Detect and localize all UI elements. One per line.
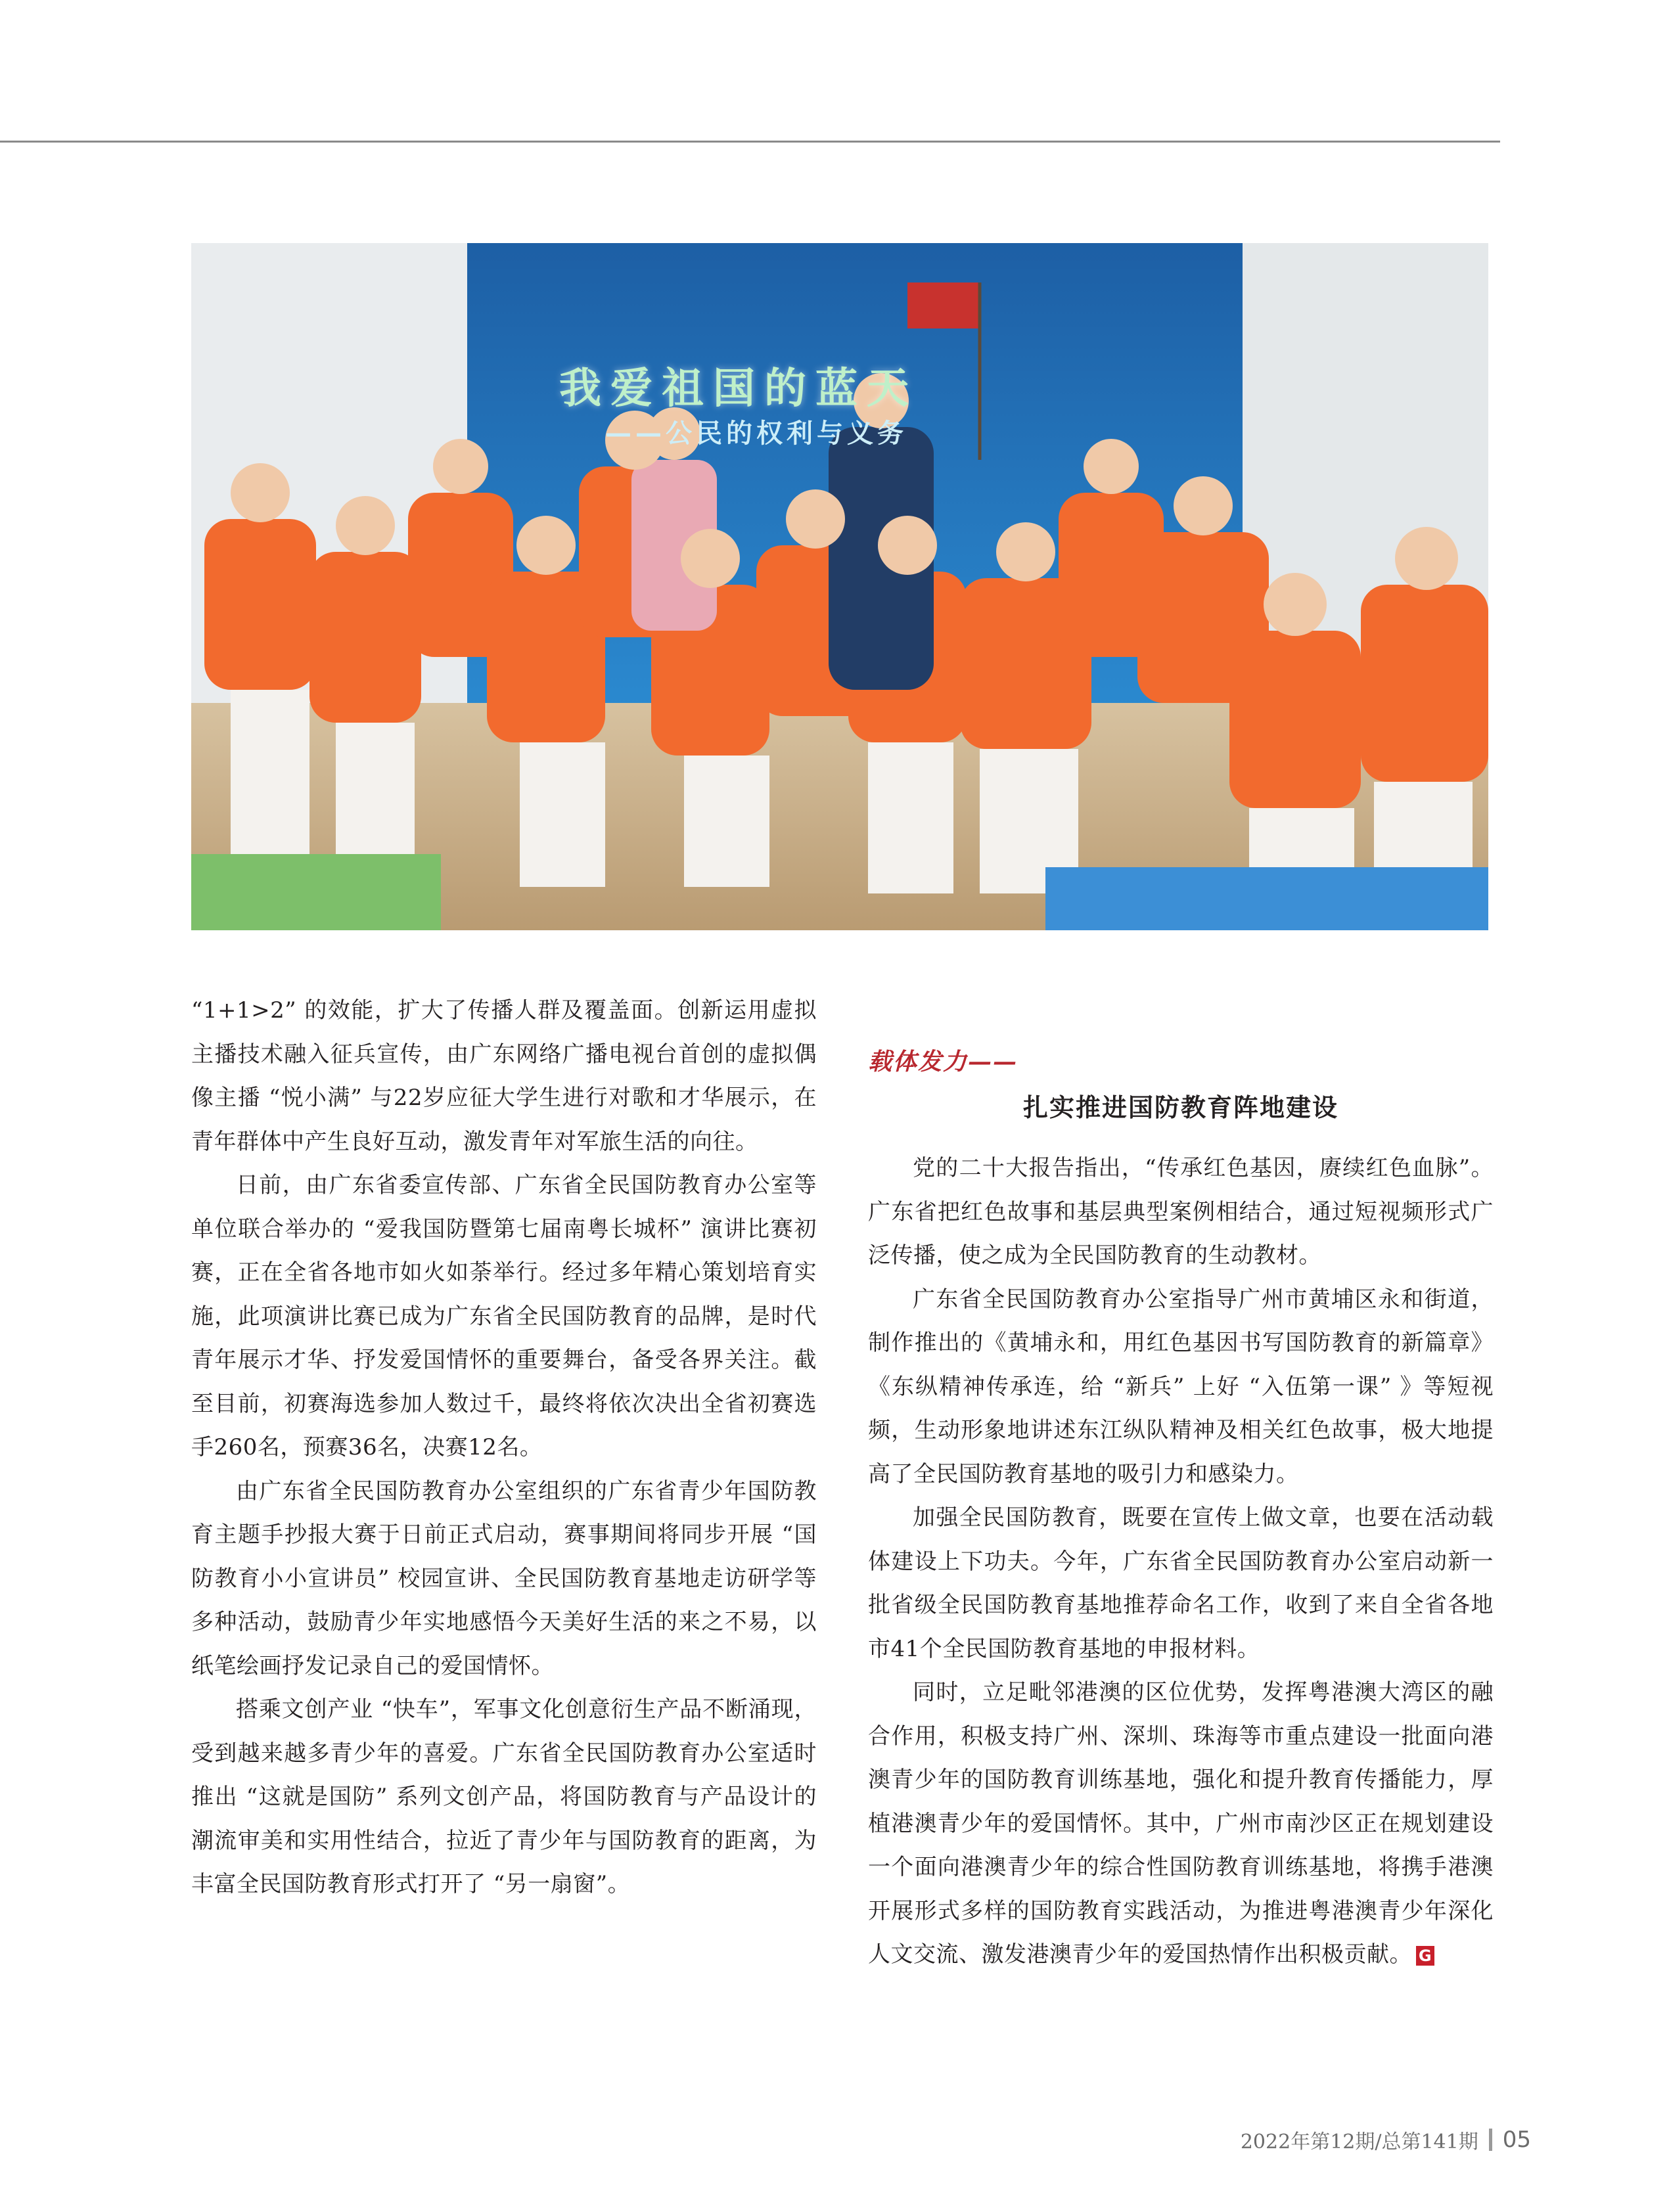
right-column <box>868 1146 1494 1977</box>
right-paragraph-2: 广东省全民国防教育办公室指导广州市黄埔区永和街道，制作推出的《黄埔永和，用红色基因书写国防教育的新篇章》《东纵精神传承连，给 “新兵” 上好 “入伍第一课” 》等短视频，生动形象地讲述东江纵队精神及相关红色故事，极大地提高了全民国防教育基地的吸引力和感染力。 <box>868 1286 1494 1487</box>
end-mark-icon: G <box>1416 1946 1434 1966</box>
section-tag: 载体发力—— <box>868 1048 1018 1075</box>
left-paragraph-1: “1+1>2” 的效能，扩大了传播人群及覆盖面。创新运用虚拟主播技术融入征兵宣传，由广东网络广播电视台首创的虚拟偶像主播 “悦小满” 与22岁应征大学生进行对歌和才华展示，在青年群体中产生良好互动，激发青年对军旅生活的向往。 <box>191 997 817 1155</box>
page-number: 05 <box>1502 2127 1531 2153</box>
page-footer <box>1241 2125 1531 2154</box>
left-paragraph-3: 由广东省全民国防教育办公室组织的广东省青少年国防教育主题手抄报大赛于日前正式启动，赛事期间将同步开展 “国防教育小小宣讲员” 校园宣讲、全民国防教育基地走访研学等多种活动，鼓励青少年实地感悟今天美好生活的来之不易，以纸笔绘画抒发记录自己的爱国情怀。 <box>191 1478 817 1679</box>
header-rule <box>0 141 1500 143</box>
left-paragraph-4: 搭乘文创产业 “快车”，军事文化创意衍生产品不断涌现，受到越来越多青少年的喜爱。广东省全民国防教育办公室适时推出 “这就是国防” 系列文创产品，将国防教育与产品设计的潮流审美和实用性结合，拉近了青少年与国防教育的距离，为丰富全民国防教育形式打开了 “另一扇窗”。 <box>191 1696 817 1897</box>
issue-label: 2022年第12期/总第141期 <box>1240 2131 1478 2154</box>
section-title: 扎实推进国防教育阵地建设 <box>1022 1093 1338 1122</box>
left-paragraph-2: 日前，由广东省委宣传部、广东省全民国防教育办公室等单位联合举办的 “爱我国防暨第七届南粤长城杯” 演讲比赛初赛，正在全省各地市如火如荼举行。经过多年精心策划培育实施，此项演讲比赛已成为广东省全民国防教育的品牌，是时代青年展示才华、抒发爱国情怀的重要舞台，备受各界关注。截至目前，初赛海选参加人数过千，最终将依次决出全省初赛选手260名，预赛36名，决赛12名。 <box>191 1172 817 1460</box>
banner-subtitle: ——公民的权利与义务 <box>605 418 907 449</box>
banner-title: 我爱祖国的蓝天 <box>559 365 918 413</box>
footer-divider <box>1489 2129 1492 2151</box>
right-paragraph-3: 加强全民国防教育，既要在宣传上做文章，也要在活动载体建设上下功夫。今年，广东省全民国防教育办公室启动新一批省级全民国防教育基地推荐命名工作，收到了来自全省各地市41个全民国防教育基地的申报材料。 <box>868 1504 1494 1662</box>
photo-illustration <box>191 243 1488 930</box>
right-paragraph-1: 党的二十大报告指出，“传承红色基因，赓续红色血脉”。广东省把红色故事和基层典型案例相结合，通过短视频形式广泛传播，使之成为全民国防教育的生动教材。 <box>868 1155 1494 1269</box>
right-paragraph-4-text: 同时，立足毗邻港澳的区位优势，发挥粤港澳大湾区的融合作用，积极支持广州、深圳、珠海等市重点建设一批面向港澳青少年的国防教育训练基地，强化和提升教育传播能力，厚植港澳青少年的爱国情怀。其中，广州市南沙区正在规划建设一个面向港澳青少年的综合性国防教育训练基地，将携手港澳开展形式多样的国防教育实践活动，为推进粤港澳青少年深化人文交流、激发港澳青少年的爱国热情作出积极贡献。 <box>868 1679 1494 1968</box>
right-paragraph-4 <box>868 1671 1494 1977</box>
left-column <box>191 989 817 1907</box>
article-photo <box>191 243 1488 930</box>
